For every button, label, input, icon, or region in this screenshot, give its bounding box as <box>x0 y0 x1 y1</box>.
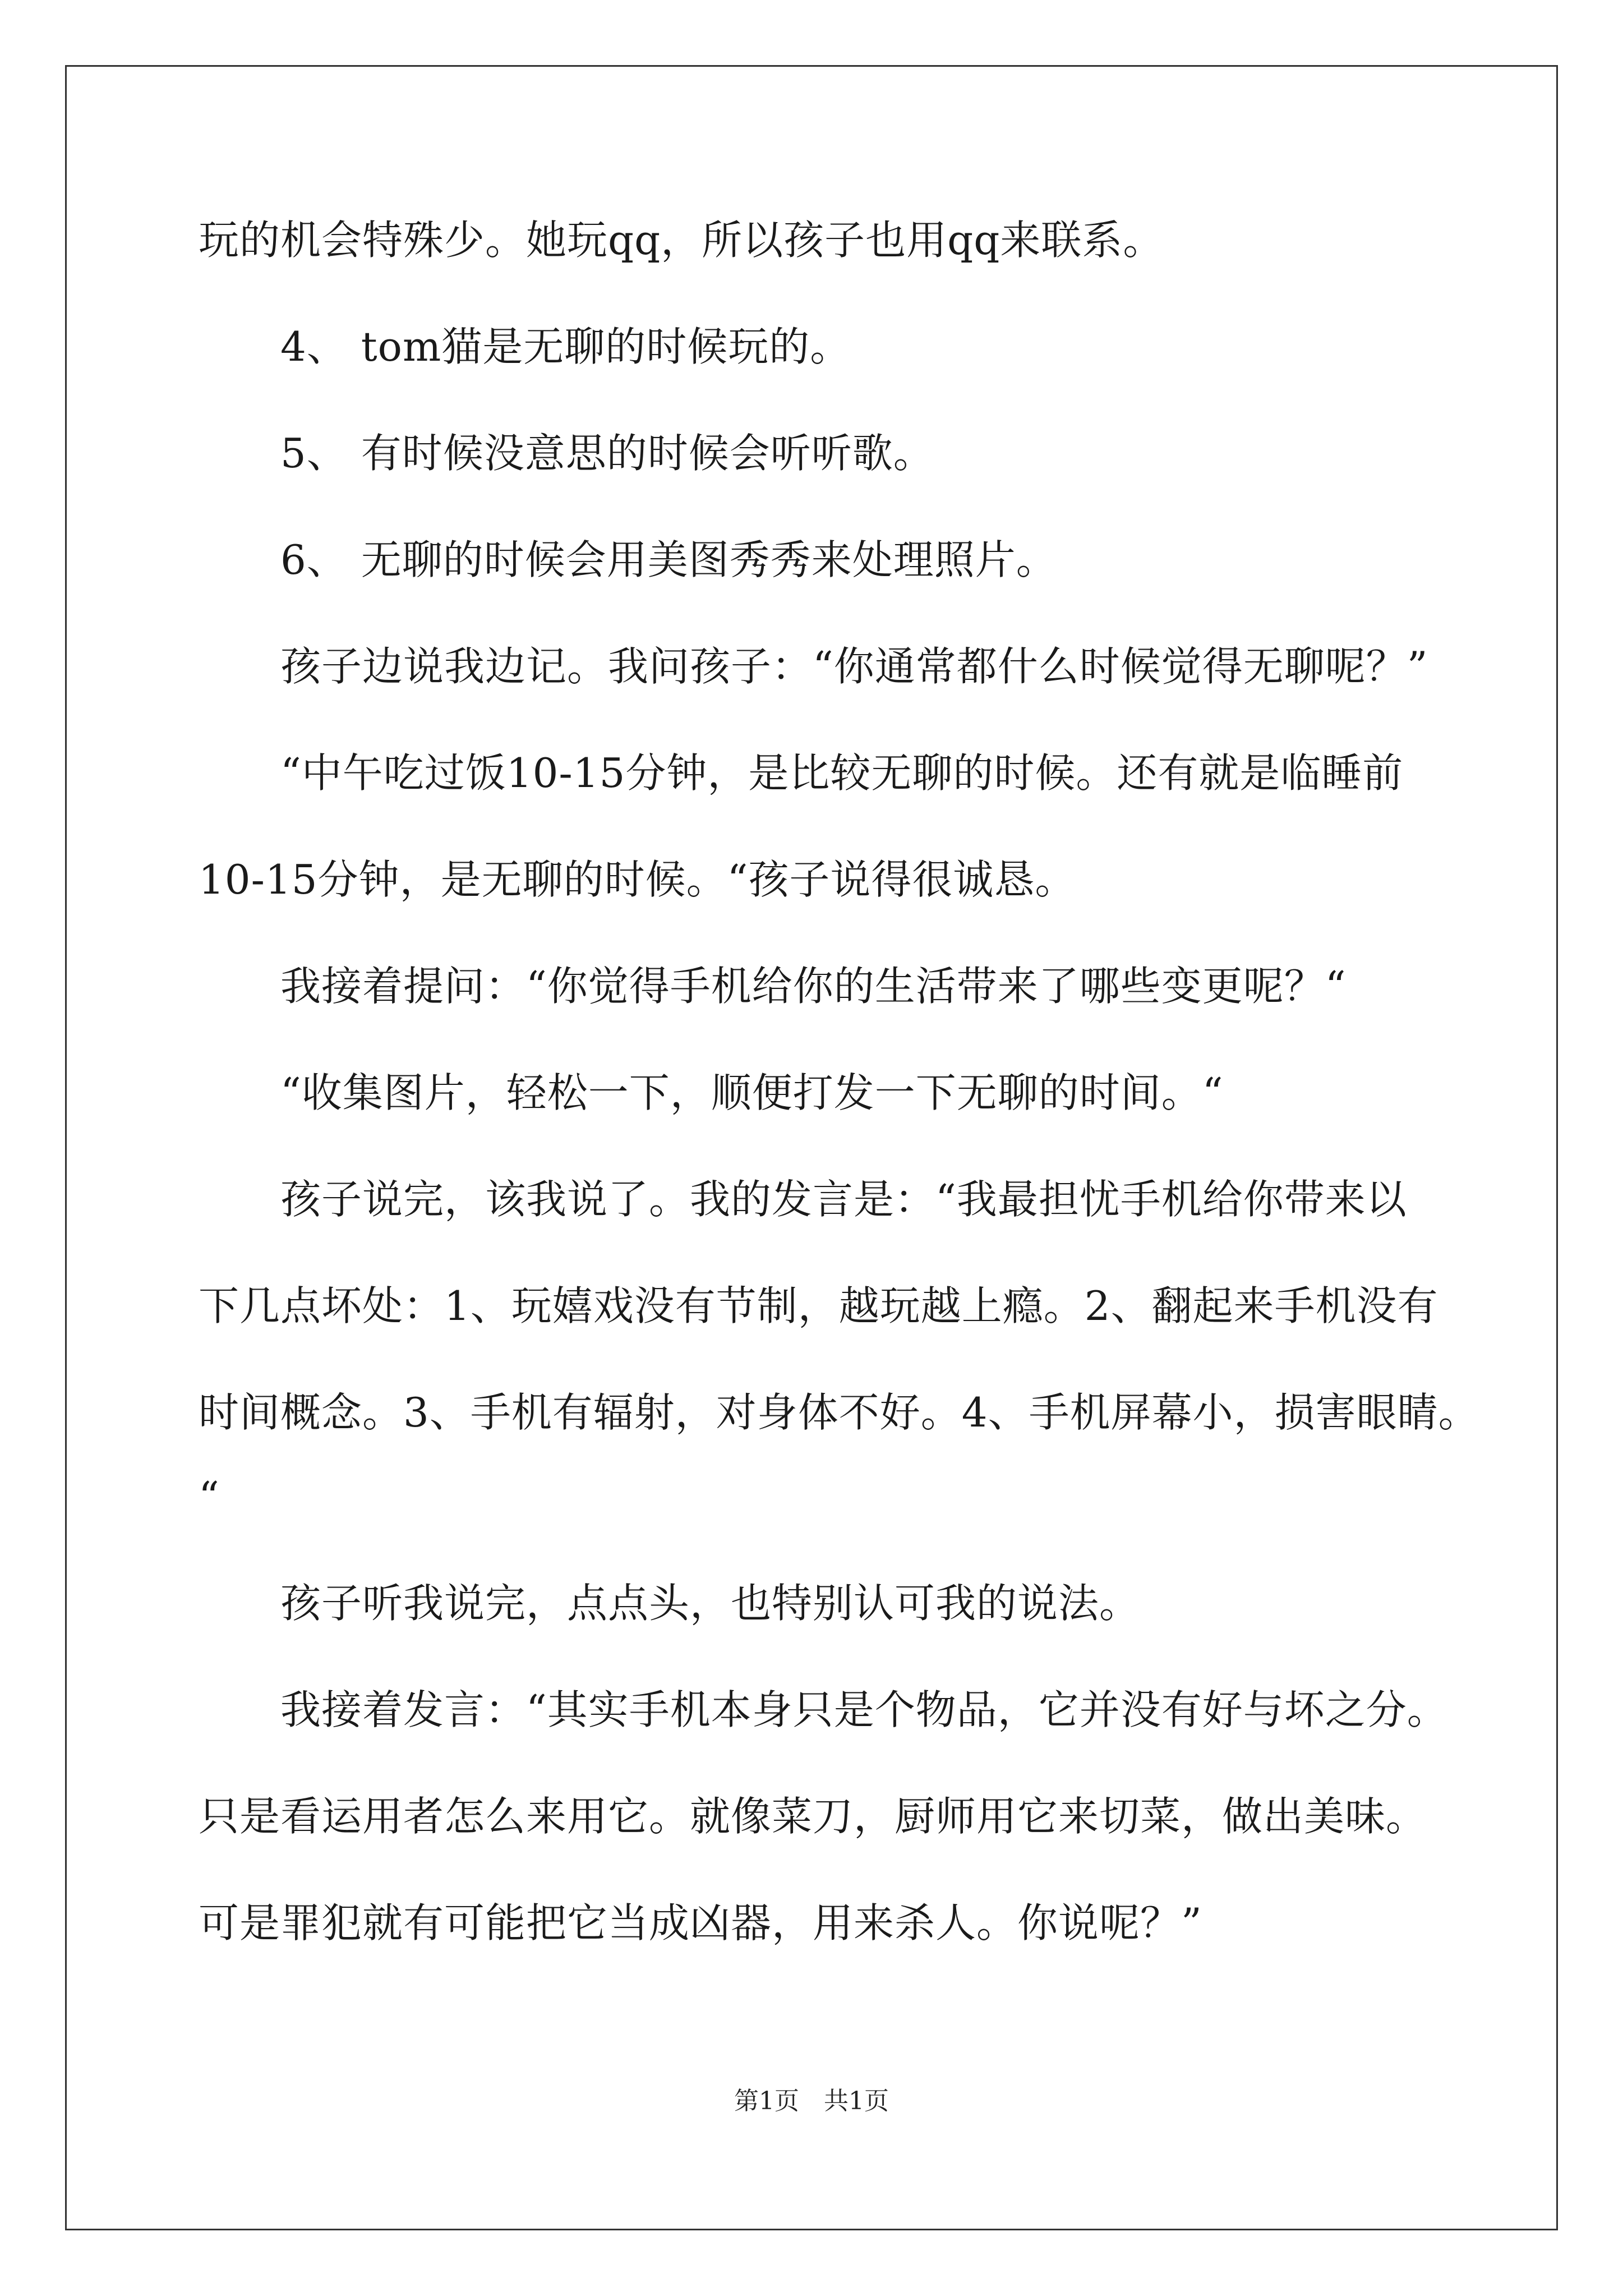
page-footer: 第1页 共1页 <box>734 2087 889 2115</box>
text-line: 下几点坏处：1、玩嬉戏没有节制，越玩越上瘾。2、翻起来手机没有 <box>199 1282 1438 1329</box>
text-line: 孩子边说我边记。我问孩子：“你通常都什么时候觉得无聊呢？” <box>199 643 1428 690</box>
text-line: 孩子说完，该我说了。我的发言是：“我最担忧手机给你带来以 <box>199 1176 1407 1223</box>
text-line: 我接着提问：“你觉得手机给你的生活带来了哪些变更呢？“ <box>199 963 1347 1010</box>
text-line: 只是看运用者怎么来用它。就像菜刀，厨师用它来切菜，做出美味。 <box>199 1793 1427 1840</box>
text-line: “ <box>199 1473 220 1520</box>
text-line: 玩的机会特殊少。她玩qq，所以孩子也用qq来联系。 <box>199 217 1164 264</box>
text-line: 4、 tom猫是无聊的时候玩的。 <box>199 323 851 370</box>
text-line: “收集图片，轻松一下，顺便打发一下无聊的时间。“ <box>199 1069 1224 1116</box>
text-line: “中午吃过饭10-15分钟，是比较无聊的时候。还有就是临睡前 <box>199 749 1404 797</box>
text-line: 孩子听我说完，点点头，也特别认可我的说法。 <box>199 1580 1141 1627</box>
text-line: 5、 有时候没意思的时候会听听歌。 <box>199 430 934 477</box>
text-line: 时间概念。3、手机有辐射，对身体不好。4、手机屏幕小，损害眼睛。 <box>199 1389 1479 1436</box>
text-line: 10-15分钟，是无聊的时候。“孩子说得很诚恳。 <box>199 856 1076 903</box>
text-line: 6、 无聊的时候会用美图秀秀来处理照片。 <box>199 536 1057 583</box>
text-line: 我接着发言：“其实手机本身只是个物品，它并没有好与坏之分。 <box>199 1686 1448 1733</box>
text-line: 可是罪犯就有可能把它当成凶器，用来杀人。你说呢？” <box>199 1899 1202 1947</box>
